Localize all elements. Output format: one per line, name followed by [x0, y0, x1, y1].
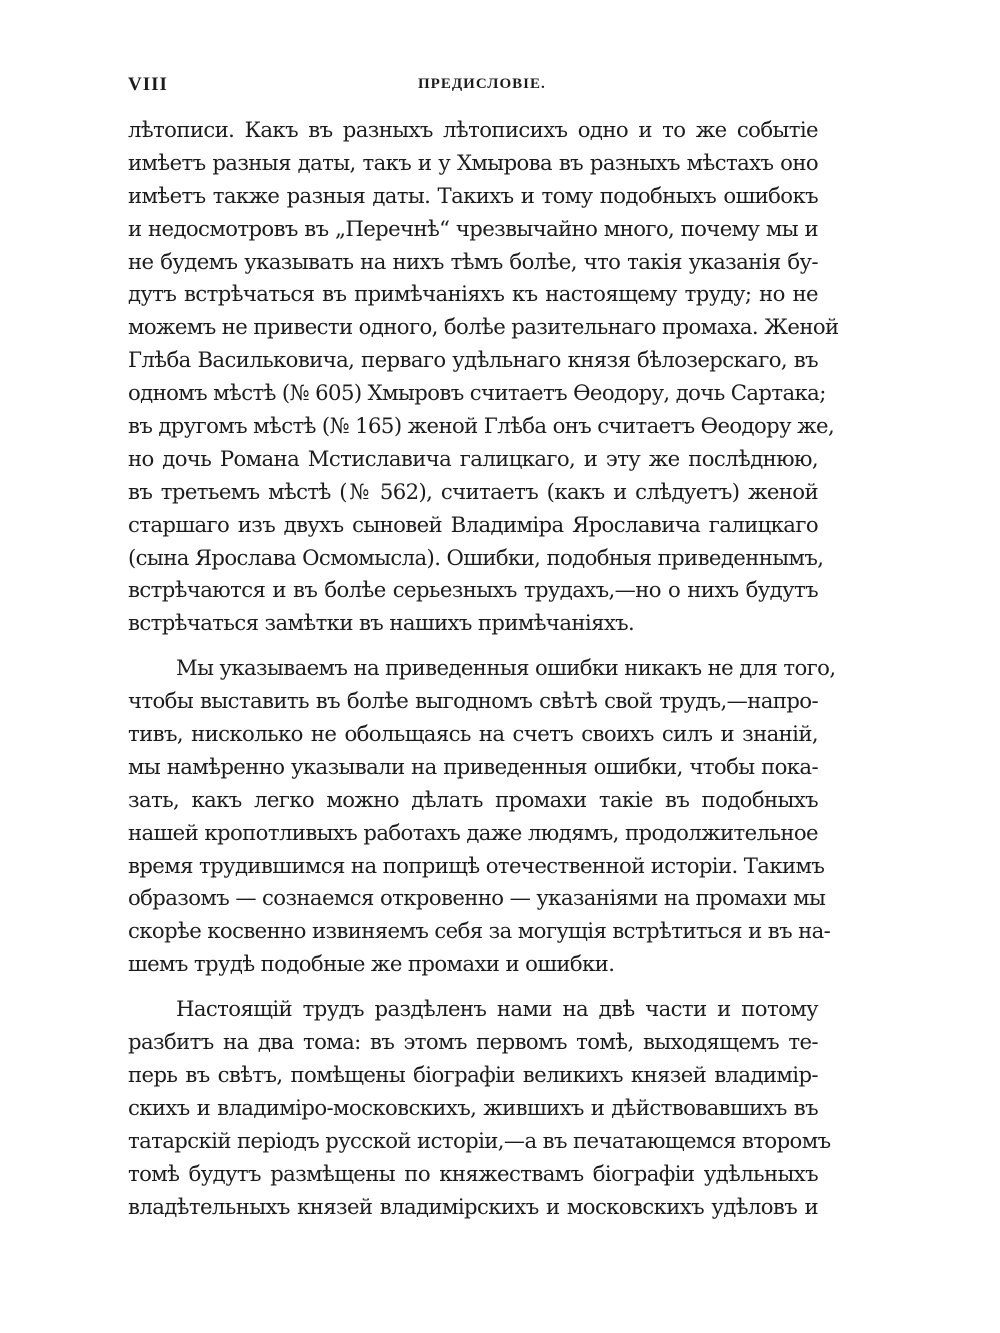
- body-text: [128, 114, 839, 1235]
- text-line: Глѣба Васильковича, перваго удѣльнаго князя бѣлозерскаго, въ: [128, 347, 818, 373]
- text-line: нашей кропотливыхъ работахъ даже людямъ, продолжительное: [128, 819, 818, 845]
- text-line: и недосмотровъ въ „Перечнѣ“ чрезвычайно много, почему мы и: [128, 215, 818, 241]
- text-line: (сына Ярослава Осмомысла). Ошибки, подобныя приведеннымъ,: [128, 544, 824, 570]
- text-line: скорѣе косвенно извиняемъ себя за могущія встрѣтиться и въ на-: [128, 918, 831, 944]
- text-line: старшаго изъ двухъ сыновей Владиміра Ярославича галицкаго: [128, 511, 818, 537]
- text-line: дутъ встрѣчаться въ примѣчаніяхъ къ настоящему труду; но не: [128, 281, 818, 307]
- text-line: Настоящій трудъ раздѣленъ нами на двѣ части и потому: [176, 996, 818, 1022]
- text-line: шемъ трудѣ подобные же промахи и ошибки.: [128, 951, 615, 977]
- text-line: въ другомъ мѣстѣ (№ 165) женой Глѣба онъ считаетъ Ѳеодору же,: [128, 413, 835, 439]
- text-line: можемъ не привести одного, болѣе разительнаго промаха. Женой: [128, 314, 839, 340]
- paragraph-3: [128, 993, 831, 1223]
- text-line: время трудившимся на поприщѣ отечественной исторіи. Такимъ: [128, 852, 825, 878]
- text-line: образомъ — сознаемся откровенно — указаніями на промахи мы: [128, 885, 826, 911]
- text-line: но дочь Романа Мстиславича галицкаго, и эту же послѣднюю,: [128, 445, 818, 471]
- text-line: разбитъ на два тома: въ этомъ первомъ томѣ, выходящемъ те-: [128, 1029, 818, 1055]
- text-line: мы намѣренно указывали на приведенныя ошибки, чтобы пока-: [128, 753, 818, 779]
- text-line: томѣ будутъ размѣщены по княжествамъ біографіи удѣльныхъ: [128, 1160, 818, 1186]
- page-number: VIII: [128, 74, 168, 95]
- text-line: чтобы выставить въ болѣе выгодномъ свѣтѣ свой трудъ,—напро-: [128, 688, 818, 714]
- text-line: не будемъ указывать на нихъ тѣмъ болѣе, что такія указанія бу-: [128, 248, 818, 274]
- text-line: тивъ, нисколько не обольщаясь на счетъ своихъ силъ и знаній,: [128, 721, 818, 747]
- text-line: Мы указываемъ на приведенныя ошибки никакъ не для того,: [176, 655, 836, 681]
- text-line: татарскій періодъ русской исторіи,—а въ печатающемся второмъ: [128, 1127, 831, 1153]
- text-line: имѣетъ разныя даты, такъ и у Хмырова въ разныхъ мѣстахъ оно: [128, 149, 818, 175]
- text-line: встрѣчаться замѣтки въ нашихъ примѣчаніяхъ.: [128, 610, 635, 636]
- page-header: [128, 74, 818, 100]
- text-line: зать, какъ легко можно дѣлать промахи такіе въ подобныхъ: [128, 786, 818, 812]
- text-line: имѣетъ также разныя даты. Такихъ и тому подобныхъ ошибокъ: [128, 182, 818, 208]
- text-line: одномъ мѣстѣ (№ 605) Хмыровъ считаетъ Ѳеодору, дочь Сартака;: [128, 380, 826, 406]
- paragraph-2: [128, 652, 836, 981]
- text-line: лѣтописи. Какъ въ разныхъ лѣтописихъ одно и то же событіе: [128, 117, 818, 142]
- running-title: ПРЕДИСЛОВІЕ.: [418, 76, 546, 92]
- text-line: въ третьемъ мѣстѣ (№ 562), считаетъ (какъ и слѣдуетъ) женой: [128, 478, 818, 504]
- text-line: владѣтельныхъ князей владимірскихъ и московскихъ удѣловъ и: [128, 1193, 818, 1219]
- text-line: скихъ и владиміро-московскихъ, жившихъ и дѣйствовавшихъ въ: [128, 1094, 818, 1120]
- paragraph-1: [128, 114, 839, 640]
- text-line: встрѣчаются и въ болѣе серьезныхъ трудахъ,—но о нихъ будутъ: [128, 577, 818, 603]
- text-line: перь въ свѣтъ, помѣщены біографіи великихъ князей владимір-: [128, 1061, 818, 1087]
